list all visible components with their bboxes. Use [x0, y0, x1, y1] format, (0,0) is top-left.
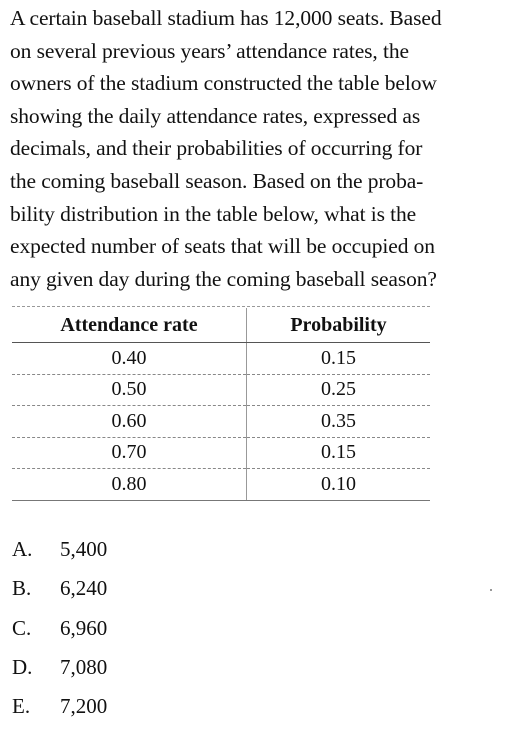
choice-letter: E. — [12, 694, 31, 719]
question-line: A certain baseball stadium has 12,000 seats. Based — [10, 6, 442, 30]
choice-letter: B. — [12, 576, 32, 601]
question-line: bility distribution in the table below, what is the — [10, 201, 417, 226]
table-header-row — [12, 308, 430, 343]
attendance-rate-cell: 0.80 — [12, 469, 247, 501]
choice-letter: C. — [12, 615, 32, 640]
table-row — [12, 406, 430, 438]
table-row — [12, 469, 430, 501]
table-row — [12, 374, 430, 406]
choice-value: 6,240 — [60, 576, 108, 601]
choice-a[interactable] — [12, 530, 107, 569]
question-line: the coming baseball season. Based on the proba- — [10, 168, 424, 193]
question-line: decimals, and their probabilities of occurring for — [10, 136, 423, 161]
answer-choices — [12, 530, 107, 726]
choice-value: 7,200 — [60, 694, 108, 719]
choice-letter: D. — [12, 654, 33, 679]
table-top-rule — [12, 306, 430, 307]
attendance-rate-cell: 0.40 — [12, 343, 247, 375]
scan-speck — [490, 589, 492, 591]
probability-cell: 0.35 — [247, 406, 431, 438]
attendance-rate-cell: 0.70 — [12, 437, 247, 469]
question-line: any given day during the coming baseball season? — [10, 266, 437, 291]
probability-table-container — [12, 308, 430, 501]
choice-b[interactable] — [12, 569, 107, 608]
choice-d[interactable] — [12, 648, 107, 687]
question-line: expected number of seats that will be occupied on — [10, 234, 435, 259]
table-row — [12, 343, 430, 375]
choice-value: 6,960 — [60, 615, 108, 640]
header-attendance-rate: Attendance rate — [12, 308, 247, 343]
choice-c[interactable] — [12, 609, 107, 648]
question-line: owners of the stadium constructed the table below — [10, 71, 437, 96]
choice-letter: A. — [12, 537, 33, 561]
question-line: showing the daily attendance rates, expressed as — [10, 103, 421, 128]
attendance-rate-cell: 0.60 — [12, 406, 247, 438]
probability-cell: 0.10 — [247, 469, 431, 501]
header-probability: Probability — [247, 308, 431, 343]
attendance-rate-cell: 0.50 — [12, 374, 247, 406]
probability-cell: 0.15 — [247, 437, 431, 469]
question-line: on several previous years’ attendance rates, the — [10, 38, 409, 63]
probability-cell: 0.15 — [247, 343, 431, 375]
probability-distribution-table — [12, 308, 430, 501]
probability-cell: 0.25 — [247, 374, 431, 406]
choice-value: 5,400 — [60, 537, 108, 561]
choice-value: 7,080 — [60, 654, 108, 679]
table-row — [12, 437, 430, 469]
question-text — [10, 2, 502, 295]
choice-e[interactable] — [12, 687, 107, 726]
